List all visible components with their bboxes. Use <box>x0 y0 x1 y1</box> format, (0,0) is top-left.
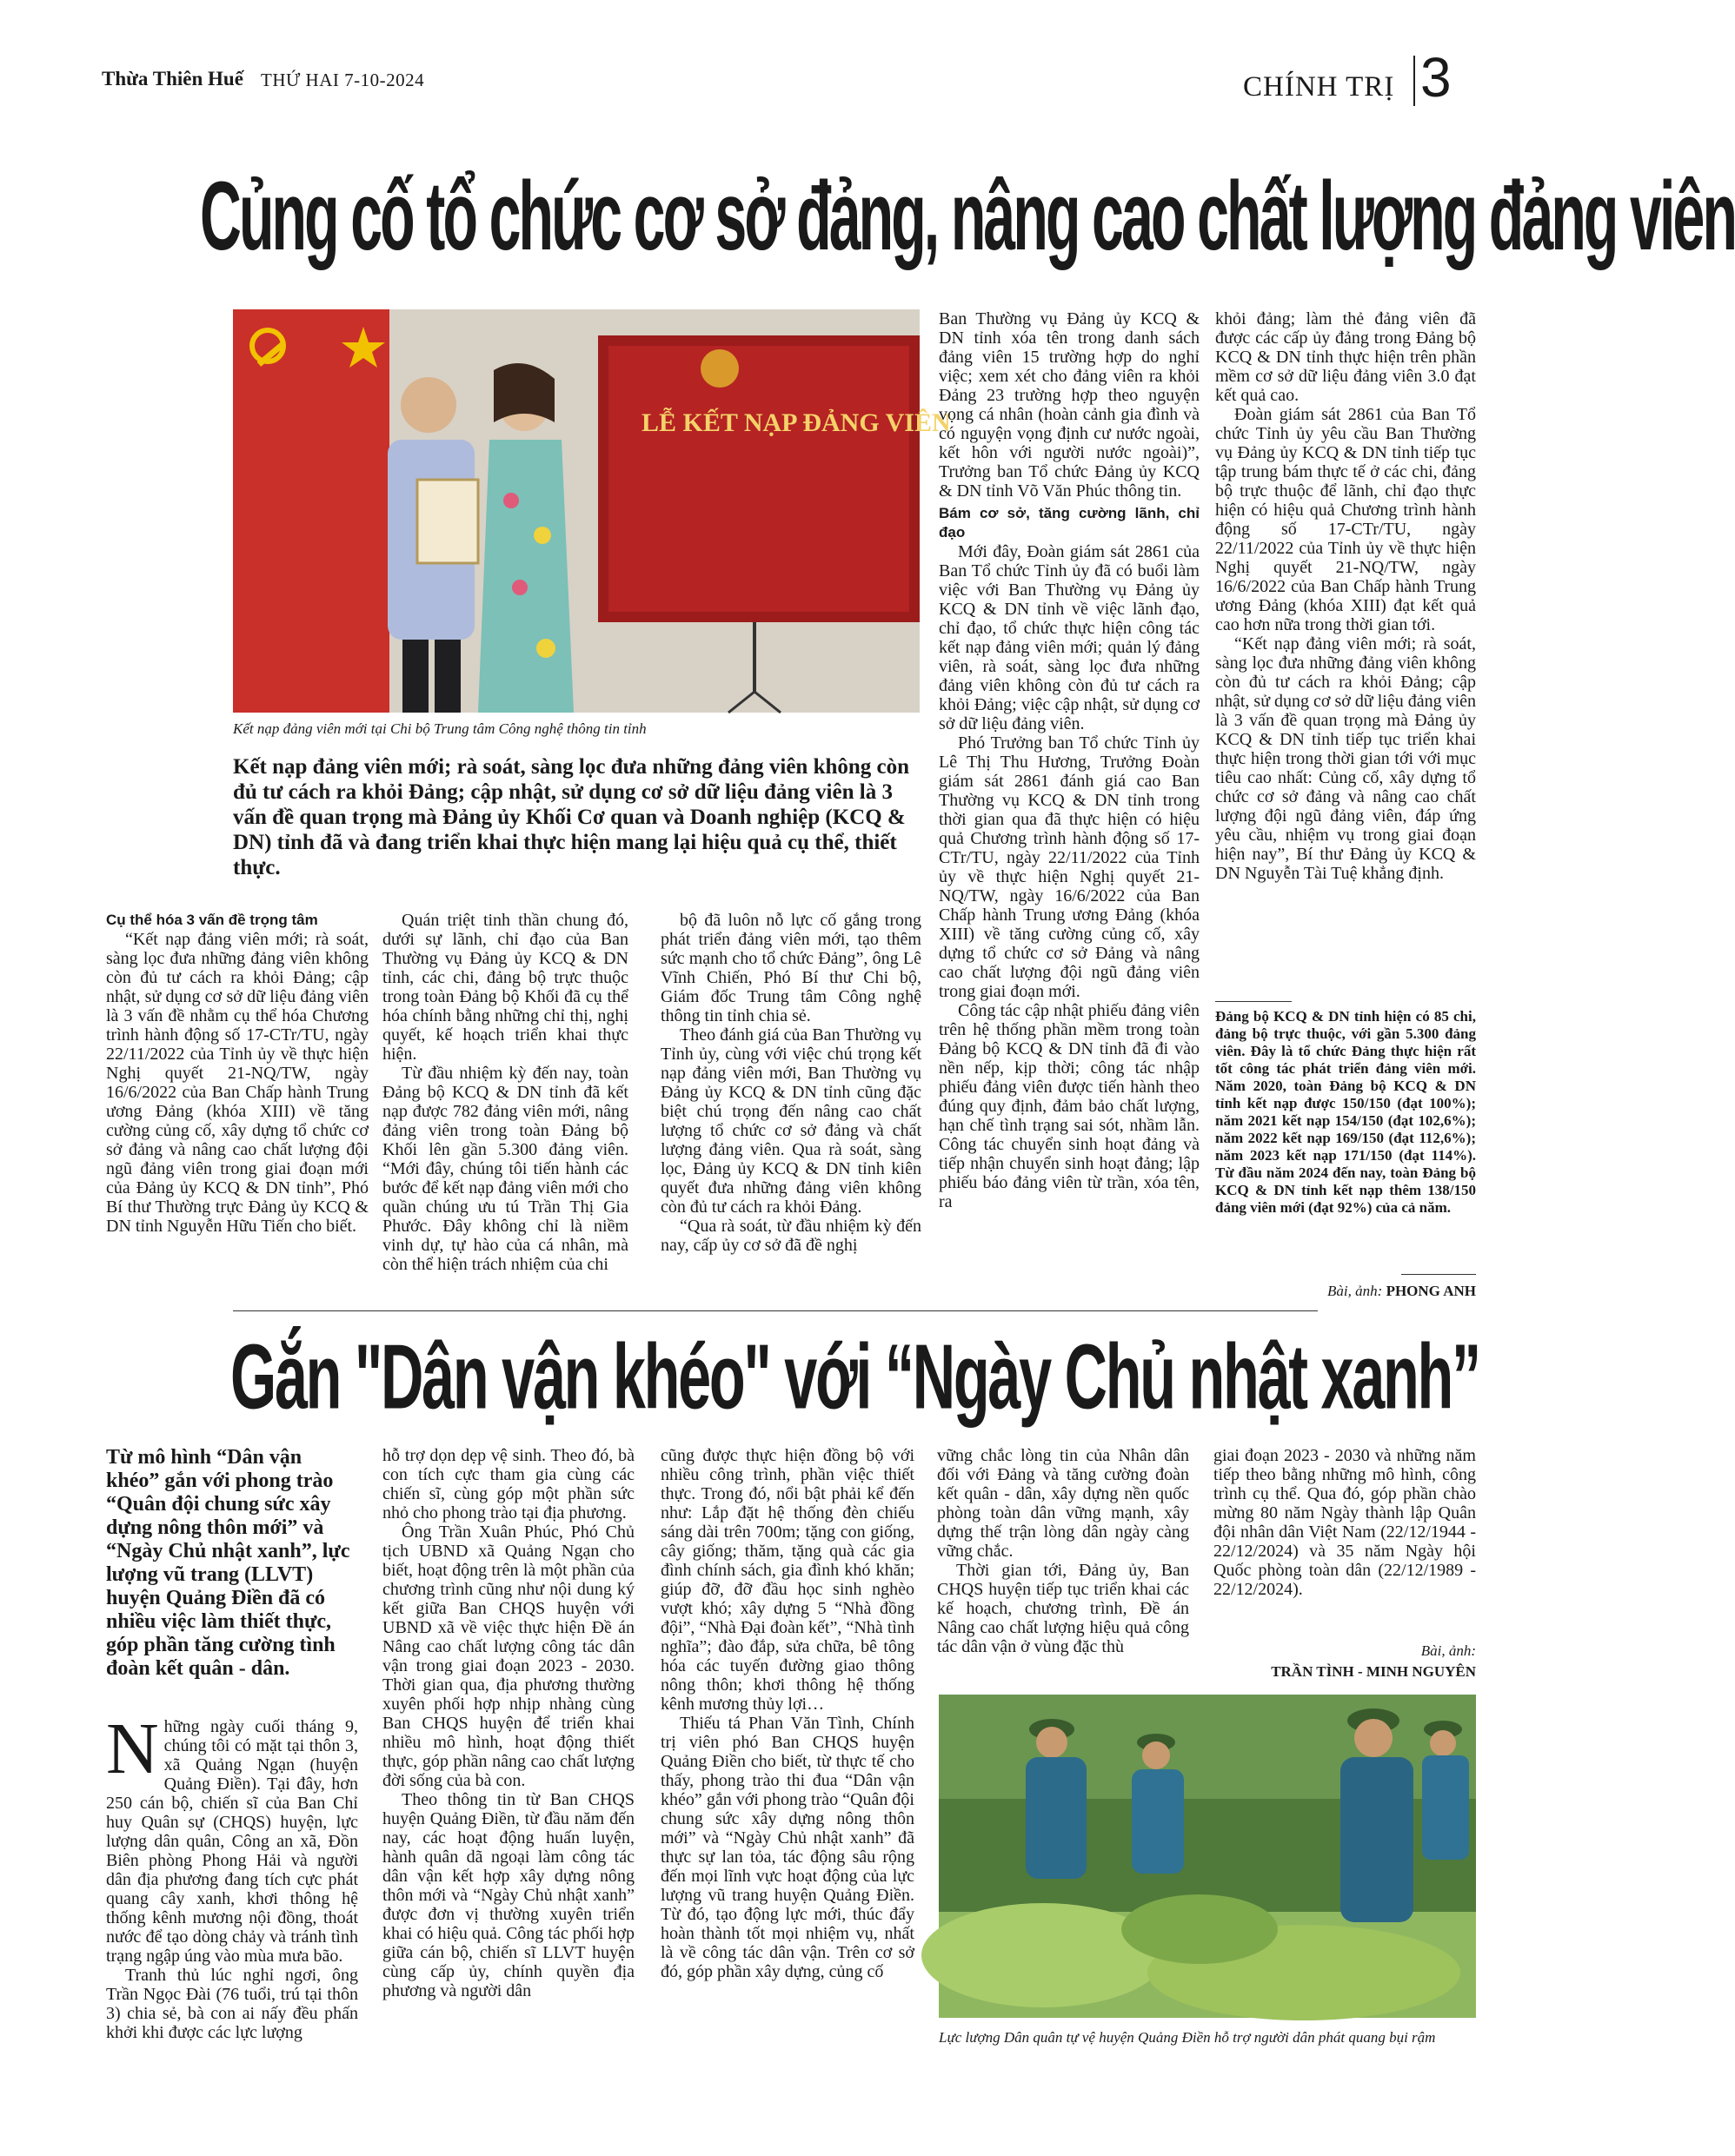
article2-column-3 <box>661 1446 914 1981</box>
ceremony-photo-illustration <box>233 309 951 713</box>
article2-paragraph: cũng được thực hiện đồng bộ với nhiều công trình, phần việc thiết thực. Trong đó, nổi bật phải kể đến như: Lắp đặt hệ thống đèn chiếu sáng dài trên 700m; tặng con giống, cây giống; thăm, tặng quà các gia đình chính sách, gia đình khó khăn; giúp đỡ, đỡ đầu học sinh nghèo vượt khó; xây dựng 5 “Nhà đồng đội”, “Nhà Đại đoàn kết”, “Nhà tình nghĩa”; đào đắp, sửa chữa, bê tông hóa các tuyến đường giao thông nông thôn; khơi thông hệ thống kênh mương thủy lợi… <box>661 1446 914 1714</box>
header-divider <box>1413 56 1415 106</box>
article1-column-1 <box>106 911 369 1236</box>
article2-paragraph: Ông Trần Xuân Phúc, Phó Chủ tịch UBND xã Quảng Ngạn cho biết, hoạt động trên là một phần của chương trình cũng như nội dung ký kết giữa Ban CHQS huyện với UBND xã về việc thực hiện Đề án Nâng cao chất lượng công tác dân vận trong giai đoạn 2023 - 2030. Thời gian qua, địa phương thường xuyên phối hợp nhịp nhàng cùng Ban CHQS huyện để triển khai nhiều mô hình, hoạt động thiết thực, góp phần nâng cao chất lượng đời sống của bà con. <box>382 1522 635 1790</box>
article1-paragraph: “Kết nạp đảng viên mới; rà soát, sàng lọc đưa những đảng viên không còn đủ tư cách ra khỏi Đảng; cập nhật, sử dụng cơ sở dữ liệu đảng viên là 3 vấn đề nhằm cụ thể hóa Chương trình hành động số 17-CTr/TU, ngày 22/11/2022 của Tỉnh ủy về thực hiện Nghị quyết 21-NQ/TW, ngày 16/6/2022 của Ban Chấp hành Trung ương Đảng (khóa XIII) về tăng cường củng cố, xây dựng tổ chức cơ sở đảng và nâng cao chất lượng đội ngũ đảng viên trong giai đoạn mới của Đảng ủy KCQ & DN tỉnh”, Phó Bí thư Thường trực Đảng ủy KCQ & DN tỉnh Nguyễn Hữu Tiến cho biết. <box>106 930 369 1236</box>
article1-paragraph: bộ đã luôn nỗ lực cố gắng trong phát triển đảng viên mới, tạo thêm sức mạnh cho tổ chức Đảng”, ông Lê Vĩnh Chiến, Phó Bí thư Chi bộ, Giám đốc Trung tâm Công nghệ thông tin tỉnh chia sẻ. <box>661 911 921 1025</box>
article1-paragraph: Công tác cập nhật phiếu đảng viên trên hệ thống phần mềm trong toàn Đảng bộ KCQ & DN tỉnh đã đi vào nền nếp, kịp thời; công tác nhập phiếu đảng viên được tiến hành theo đúng quy định, đảm bảo chất lượng, hạn chế tình trạng sai sót, nhầm lẫn. Công tác chuyển sinh hoạt đảng và tiếp nhận chuyển sinh hoạt đảng; lập phiếu báo đảng viên từ trần, xóa tên, ra <box>939 1001 1200 1211</box>
newspaper-brand: Thừa Thiên Huế <box>102 68 243 90</box>
article1-byline <box>1215 1283 1476 1300</box>
article1-paragraph: Theo đánh giá của Ban Thường vụ Tỉnh ủy, cùng với việc chú trọng kết nạp đảng viên mới, Ban Thường vụ Đảng ủy KCQ & DN tỉnh cũng đặc biệt chú trọng đến nâng cao chất lượng tổ chức cơ sở đảng và chất lượng đảng viên. Qua rà soát, sàng lọc, Đảng ủy KCQ & DN tỉnh kiên quyết đưa những đảng viên không còn đủ tư cách ra khỏi Đảng. <box>661 1025 921 1217</box>
article1-paragraph: Mới đây, Đoàn giám sát 2861 của Ban Tổ chức Tỉnh ủy đã có buổi làm việc với Ban Thường vụ Đảng ủy KCQ & DN tỉnh về việc lãnh đạo, chỉ đạo, tổ chức thực hiện công tác kết nạp đảng viên mới; quản lý đảng viên, rà soát, sàng lọc đưa những đảng viên không còn đủ tư cách ra khỏi Đảng; việc cập nhật, sử dụng cơ sở dữ liệu đảng viên. <box>939 542 1200 733</box>
article1-column-2 <box>382 911 628 1274</box>
byline-author: PHONG ANH <box>1386 1283 1476 1299</box>
article1-paragraph: Đoàn giám sát 2861 của Ban Tổ chức Tỉnh ủy yêu cầu Ban Thường vụ Đảng ủy KCQ & DN tỉnh tiếp tục tập trung bám thực tế ở các chi, đảng bộ trực thuộc để lãnh, chỉ đạo thực hiện có hiệu quả Chương trình hành động số 17-CTr/TU, ngày 22/11/2022 của Tỉnh ủy về thực hiện Nghị quyết 21-NQ/TW, ngày 16/6/2022 của Ban Chấp hành Trung ương Đảng (khóa XIII) đạt kết quả cao hơn nữa trong thời gian tới. <box>1215 405 1476 634</box>
article1-paragraph: “Kết nạp đảng viên mới; rà soát, sàng lọc đưa những đảng viên không còn đủ tư cách ra khỏi Đảng; cập nhật, sử dụng cơ sở dữ liệu đảng viên là 3 vấn đề quan trọng mà Đảng ủy KCQ & DN tỉnh tiếp tục triển khai thực hiện trong thời gian tới với mục tiêu cao nhất: Củng cố, xây dựng tổ chức cơ sở đảng và nâng cao chất lượng đội ngũ đảng viên, đáp ứng yêu cầu, nhiệm vụ trong giai đoạn hiện nay”, Bí thư Đảng ủy KCQ & DN Nguyễn Tài Tuệ khẳng định. <box>1215 634 1477 883</box>
article-separator <box>233 1310 1318 1311</box>
article2-lead: Từ mô hình “Dân vận khéo” gắn với phong trào “Quân đội chung sức xây dựng nông thôn mới” và “Ngày Chủ nhật xanh”, lực lượng vũ trang (LLVT) huyện Quảng Điền đã có nhiều việc làm thiết thực, góp phần tăng cường tình đoàn kết quân - dân. <box>106 1446 350 1680</box>
article1-paragraph: Từ đầu nhiệm kỳ đến nay, toàn Đảng bộ KCQ & DN tỉnh đã kết nạp được 782 đảng viên mới, nâng đảng viên trong toàn Đảng bộ Khối lên gần 5.300 đảng viên. “Mới đây, chúng tôi tiến hành các bước để kết nạp đảng viên mới cho quần chúng ưu tú Trần Thị Gia Phước. Đây không chỉ là niềm vinh dự, tự hào của cá nhân, mà còn thể hiện trách nhiệm của chi <box>382 1064 628 1274</box>
militia-photo-illustration <box>939 1695 1476 2018</box>
screen-banner-text: LỄ KẾT NẠP ĐẢNG VIÊN <box>641 408 951 437</box>
article2-column-4 <box>937 1446 1189 1656</box>
issue-date: THỨ HAI 7-10-2024 <box>261 70 425 90</box>
section-title: CHÍNH TRỊ <box>1243 71 1395 103</box>
article1-paragraph: Phó Trưởng ban Tổ chức Tỉnh ủy Lê Thị Thu Hương, Trưởng Đoàn giám sát 2861 đánh giá cao Ban Thường vụ KCQ & DN tỉnh trong thời gian qua đã thực hiện có hiệu quả Chương trình hành động số 17-CTr/TU, ngày 22/11/2022 của Tỉnh ủy về thực hiện Nghị quyết 21-NQ/TW, ngày 16/6/2022 của Ban Chấp hành Trung ương Đảng (khóa XIII) về tăng cường củng cố, xây dựng tổ chức cơ sở Đảng và nâng cao chất lượng đội ngũ đảng viên trong giai đoạn mới. <box>939 733 1200 1001</box>
box-note-rule <box>1215 1001 1292 1002</box>
article2-photo-caption: Lực lượng Dân quân tự vệ huyện Quảng Điền hỗ trợ người dân phát quang bụi rậm <box>939 2029 1436 2046</box>
article1-lead: Kết nạp đảng viên mới; rà soát, sàng lọc đưa những đảng viên không còn đủ tư cách ra khỏi Đảng; cập nhật, sử dụng cơ sở dữ liệu đảng viên là 3 vấn đề quan trọng mà Đảng ủy Khối Cơ quan và Doanh nghiệp (KCQ & DN) tỉnh đã và đang triển khai thực hiện mang lại hiệu quả cụ thể, thiết thực. <box>233 755 910 879</box>
page-number: 3 <box>1420 46 1452 109</box>
byline-label: Bài, ảnh: <box>1327 1283 1383 1299</box>
article1-column-3 <box>661 911 921 1255</box>
article1-paragraph: Quán triệt tinh thần chung đó, dưới sự lãnh, chỉ đạo của Ban Thường vụ Đảng ủy KCQ & DN tỉnh, các chi, đảng bộ trực thuộc trong toàn Đảng bộ Khối đã cụ thể hóa chính bằng những chỉ thị, nghị quyết, kế hoạch triển khai thực hiện. <box>382 911 628 1064</box>
article1-paragraph: khỏi đảng; làm thẻ đảng viên đã được các cấp ủy đảng trong Đảng bộ KCQ & DN tỉnh thực hiện trên phần mềm cơ sở dữ liệu đảng viên 3.0 đạt kết quả cao. <box>1215 309 1476 405</box>
article2-headline: Gắn "Dân vận khéo" với “Ngày Chủ nhật xanh” <box>230 1326 1479 1429</box>
article2-photo <box>939 1695 1476 2018</box>
article2-column-5 <box>1213 1446 1476 1599</box>
article2-paragraph: Theo thông tin từ Ban CHQS huyện Quảng Điền, từ đầu năm đến nay, các hoạt động huấn luyện, hành quân dã ngoại làm công tác dân vận kết hợp xây dựng nông thôn mới và “Ngày Chủ nhật xanh” được đơn vị thường xuyên triển khai có hiệu quả. Công tác phối hợp giữa cán bộ, chiến sĩ LLVT huyện cùng cấp ủy, chính quyền địa phương và người dân <box>382 1790 635 2000</box>
article1-photo <box>233 309 951 713</box>
article1-paragraph: Ban Thường vụ Đảng ủy KCQ & DN tỉnh xóa tên trong danh sách đảng viên 15 trường hợp do nghỉ việc; xem xét cho đảng viên ra khỏi Đảng 23 trường hợp theo nguyện vọng cá nhân (hoàn cảnh gia đình và có nguyện vọng định cư nước ngoài, kết hôn với người nước ngoài)”, Trưởng ban Tổ chức Đảng ủy KCQ & DN tỉnh Võ Văn Phúc thông tin. <box>939 309 1200 501</box>
article1-headline: Củng cố tổ chức cơ sở đảng, nâng cao chất lượng đảng viên <box>200 162 1735 271</box>
byline-author: TRẦN TÌNH - MINH NGUYÊN <box>1271 1663 1476 1680</box>
article2-byline <box>1213 1641 1476 1682</box>
article2-dropcap: N <box>106 1708 159 1789</box>
article1-paragraph: “Qua rà soát, từ đầu nhiệm kỳ đến nay, cấp ủy cơ sở đã đề nghị <box>661 1217 921 1255</box>
article1-column-5 <box>1215 309 1476 883</box>
article1-column-4 <box>939 309 1200 1211</box>
article2-paragraph: Tranh thủ lúc nghỉ ngơi, ông Trần Ngọc Đài (76 tuổi, trú tại thôn 3) chia sẻ, bà con ai nấy đều phấn khởi khi được các lực lượng <box>106 1966 358 2042</box>
article1-photo-caption: Kết nạp đảng viên mới tại Chi bộ Trung tâm Công nghệ thông tin tỉnh <box>233 720 647 737</box>
article2-paragraph: giai đoạn 2023 - 2030 và những năm tiếp theo bằng những mô hình, công trình cụ thể. Qua đó, góp phần chào mừng 80 năm Ngày thành lập Quân đội nhân dân Việt Nam (22/12/1944 - 22/12/2024) và 35 năm Ngày hội Quốc phòng toàn dân (22/12/1989 - 22/12/2024). <box>1213 1446 1476 1599</box>
article1-subhead-1: Cụ thể hóa 3 vấn đề trọng tâm <box>106 912 318 928</box>
article1-subhead-2: Bám cơ sở, tăng cường lãnh, chỉ đạo <box>939 505 1200 541</box>
byline-rule <box>1401 1274 1476 1275</box>
article2-column-2 <box>382 1446 635 2000</box>
article2-paragraph: hững ngày cuối tháng 9, chúng tôi có mặt tại thôn 3, xã Quảng Ngạn (huyện Quảng Điền). Tại đây, hơn 250 cán bộ, chiến sĩ của Ban Chỉ huy Quân sự (CHQS) huyện, lực lượng dân quân, Công an xã, Đồn Biên phòng Phong Hải và người dân địa phương đang tích cực phát quang cây xanh, khơi thông hệ thống kênh mương nội đồng, thoát nước để tạo dòng chảy và tránh tình trạng ngập úng vào mùa mưa bão. <box>106 1717 358 1966</box>
article1-box-note: Đảng bộ KCQ & DN tỉnh hiện có 85 chi, đảng bộ trực thuộc, với gần 5.300 đảng viên. Đây là tổ chức Đảng thực hiện rất tốt công tác phát triển đảng viên mới. Năm 2020, toàn Đảng bộ KCQ & DN tỉnh kết nạp được 150/150 (đạt 100%); năm 2021 kết nạp 154/150 (đạt 102,6%); năm 2022 kết nạp 169/150 (đạt 112,6%); năm 2023 kết nạp 171/150 (đạt 114%). Từ đầu năm 2024 đến nay, toàn Đảng bộ KCQ & DN tỉnh kết nạp thêm 138/150 đảng viên mới (đạt 92%) của cả năm. <box>1215 1008 1476 1216</box>
byline-label: Bài, ảnh: <box>1420 1642 1476 1659</box>
article2-paragraph: vững chắc lòng tin của Nhân dân đối với Đảng và tăng cường đoàn kết quân - dân, xây dựng nền quốc phòng toàn dân vững mạnh, xây dựng thế trận lòng dân ngày càng vững chắc. <box>937 1446 1189 1561</box>
article2-paragraph: Thời gian tới, Đảng ủy, Ban CHQS huyện tiếp tục triển khai các kế hoạch, chương trình, Đề án Nâng cao chất lượng hiệu quả công tác dân vận ở vùng đặc thù <box>937 1561 1189 1656</box>
article2-column-1 <box>106 1708 358 2042</box>
article2-paragraph: Thiếu tá Phan Văn Tình, Chính trị viên phó Ban CHQS huyện Quảng Điền cho biết, từ thực tế cho thấy, phong trào thi đua “Dân vận khéo” gắn với phong trào “Quân đội chung sức xây dựng nông thôn mới” và “Ngày Chủ nhật xanh” đã thực sự lan tỏa, tác động sâu rộng đến mọi lĩnh vực hoạt động của lực lượng vũ trang huyện Quảng Điền. Từ đó, tạo động lực mới, thúc đẩy hoàn thành tốt mọi nhiệm vụ, nhất là về công tác dân vận. Trên cơ sở đó, góp phần xây dựng, củng cố <box>661 1714 914 1981</box>
article2-paragraph: hỗ trợ dọn dẹp vệ sinh. Theo đó, bà con tích cực tham gia cùng các chiến sĩ, cùng góp một phần sức nhỏ cho phong trào tại địa phương. <box>382 1446 635 1522</box>
